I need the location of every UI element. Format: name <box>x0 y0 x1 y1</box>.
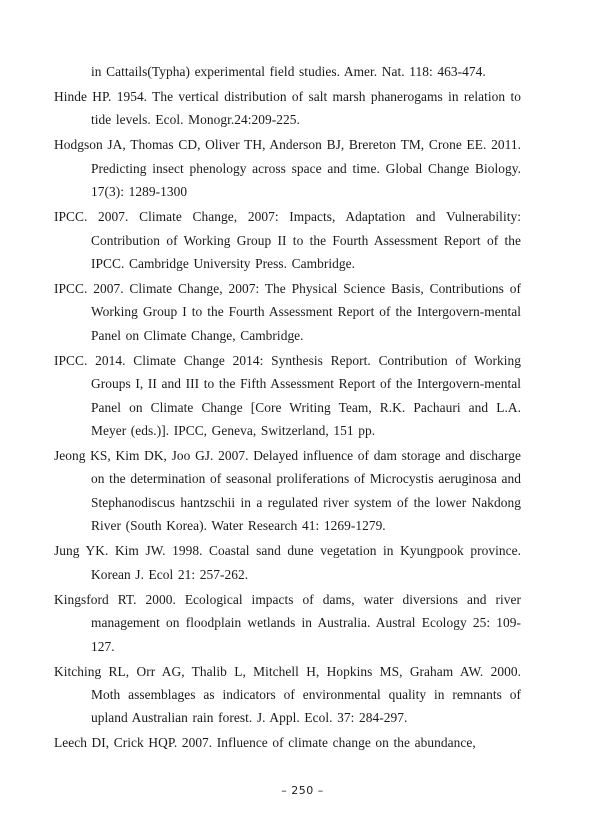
reference-entry-continued: in Cattails(Typha) experimental field studies. Amer. Nat. 118: 463-474. <box>91 64 486 79</box>
reference-entry-ipcc-2007-impacts: IPCC. 2007. Climate Change, 2007: Impacts, Adaptation and Vulnerability: Contribution of Working Group II to the Fourth Assessment Report of the IPCC. Cambridge University Press. Cambridge. <box>54 209 521 272</box>
reference-entry-ipcc-2007-physical-science: IPCC. 2007. Climate Change, 2007: The Physical Science Basis, Contributions of Working Group I to the Fourth Assessment Report of the Intergovern-mental Panel on Climate Change, Cambridge. <box>54 281 521 343</box>
reference-entry-jeong-2007: Jeong KS, Kim DK, Joo GJ. 2007. Delayed influence of dam storage and discharge on the determination of seasonal proliferations of Microcystis aeruginosa and Stephanodiscus hantzschii in a regulated river system of the lower Nakdong River (South Korea). Water Research 41: 1269-1279. <box>54 448 521 534</box>
reference-entry-ipcc-2014: IPCC. 2014. Climate Change 2014: Synthesis Report. Contribution of Working Groups I, II and III to the Fifth Assessment Report of the Intergovern-mental Panel on Climate Change [Core Writing Team, R.K. Pachauri and L.A. Meyer (eds.)]. IPCC, Geneva, Switzerland, 151 pp. <box>54 352 521 439</box>
reference-list <box>54 60 521 756</box>
reference-entry-hinde-1954: Hinde HP. 1954. The vertical distribution of salt marsh phanerogams in relation to tide levels. Ecol. Monogr.24:209-225. <box>54 89 521 128</box>
page-number: – 250 – <box>281 784 324 797</box>
reference-entry-hodgson-2011: Hodgson JA, Thomas CD, Oliver TH, Anderson BJ, Brereton TM, Crone EE. 2011. Predicting insect phenology across space and time. Global Change Biology. 17(3): 1289-1300 <box>54 137 521 200</box>
reference-entry-leech-2007: Leech DI, Crick HQP. 2007. Influence of climate change on the abundance, <box>54 735 476 751</box>
reference-entry-jung-1998: Jung YK. Kim JW. 1998. Coastal sand dune vegetation in Kyungpook province. Korean J. Ecol 21: 257-262. <box>54 543 521 582</box>
reference-entry-kitching-2000: Kitching RL, Orr AG, Thalib L, Mitchell H, Hopkins MS, Graham AW. 2000. Moth assemblages as indicators of environmental quality in remnants of upland Australian rain forest. J. Appl. Ecol. 37: 284-297. <box>54 663 521 726</box>
reference-entry-kingsford-2000: Kingsford RT. 2000. Ecological impacts of dams, water diversions and river management on floodplain wetlands in Australia. Austral Ecology 25: 109-127. <box>54 591 521 654</box>
